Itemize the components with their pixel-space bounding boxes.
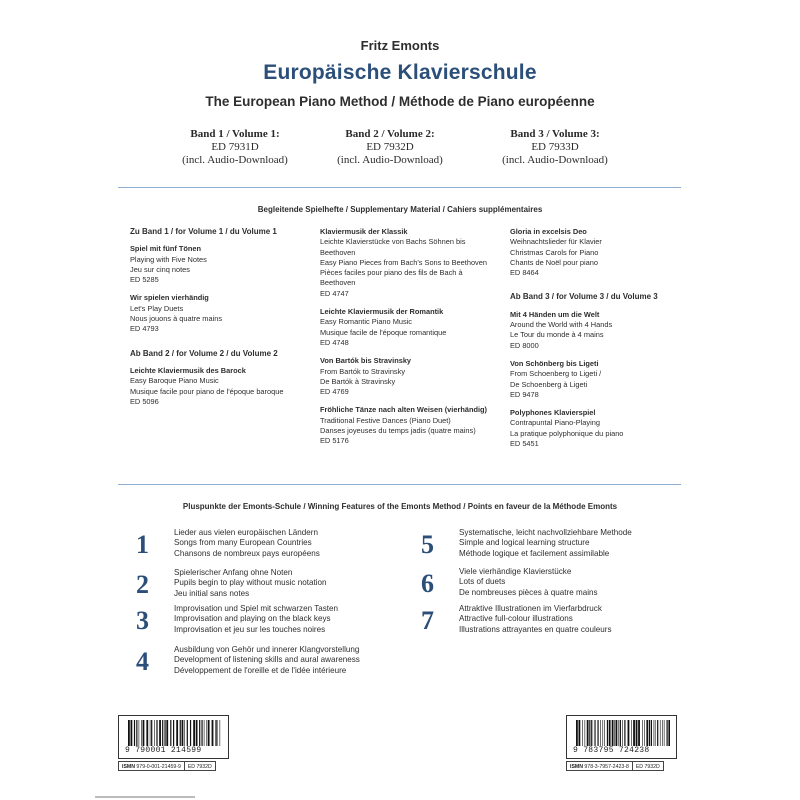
feature-en: Simple and logical learning structure — [459, 538, 590, 548]
barcode-stripe — [579, 720, 581, 746]
item-title: Leichte Klaviermusik des Barock — [130, 365, 246, 375]
list-item — [320, 405, 490, 446]
item-fr: Nous jouons à quatre mains — [130, 314, 223, 324]
author: Fritz Emonts — [360, 38, 440, 53]
barcode-stripe — [150, 720, 151, 746]
feature-number: 2 — [136, 570, 149, 599]
supplementary-header: Begleitende Spielhefte / Supplementary Material / Cahiers supplémentaires — [257, 205, 543, 214]
barcode-stripe — [616, 720, 618, 746]
barcode-stripe — [208, 720, 210, 746]
feature-number: 6 — [421, 569, 434, 598]
feature-en: Improvisation and playing on the black keys — [174, 614, 331, 624]
barcode-stripe — [657, 720, 658, 746]
barcode-stripe — [636, 720, 638, 746]
barcode-stripe — [131, 720, 133, 746]
barcode-stripe — [649, 720, 650, 746]
volume-2 — [310, 128, 470, 167]
item-de: Leichte Klavierstücke von Bachs Söhnen bis Beethoven — [320, 237, 466, 257]
list-item — [320, 307, 490, 348]
barcode-stripe — [128, 720, 130, 746]
item-en: Playing with Five Notes — [130, 254, 207, 264]
item-title: Gloria in excelsis Deo — [510, 227, 587, 236]
volume-label: Band 3 / Volume 3: — [510, 128, 600, 140]
item-en: From Schoenberg to Ligeti / — [510, 369, 602, 379]
ismn-number: 979-0-001-21459-9 — [136, 764, 181, 770]
feature-item — [421, 528, 632, 559]
item-en: Traditional Festive Dances (Piano Duet) — [320, 415, 451, 425]
ismn-label: ISMN — [570, 764, 583, 770]
barcode-stripe — [591, 720, 592, 746]
barcode-stripe — [609, 720, 611, 746]
barcode-stripe — [201, 720, 202, 746]
divider — [118, 187, 681, 188]
barcode-stripe — [644, 720, 645, 746]
barcode-stripe — [667, 720, 668, 746]
edition-code: ED 7932D — [185, 761, 216, 771]
item-fr: De Bartók à Stravinsky — [320, 376, 396, 386]
item-fr: Le Tour du monde à 4 mains — [510, 330, 604, 340]
feature-en: Pupils begin to play without music notation — [174, 578, 327, 588]
feature-number: 4 — [136, 647, 149, 676]
item-code: ED 9478 — [510, 389, 539, 399]
feature-de: Improvisation und Spiel mit schwarzen Tasten — [174, 604, 339, 613]
item-en: Contrapuntal Piano-Playing — [510, 418, 600, 428]
item-code: ED 5096 — [130, 396, 159, 406]
item-fr: De Schoenberg à Ligeti — [510, 379, 588, 389]
feature-fr: Développement de l'oreille et de l'idée intérieure — [174, 665, 347, 675]
barcode-stripe — [595, 720, 596, 746]
item-fr: Pièces faciles pour piano des fils de Bach à Beethoven — [320, 268, 463, 288]
item-code: ED 8464 — [510, 268, 539, 278]
barcode-stripe — [176, 720, 178, 746]
feature-number: 5 — [421, 530, 434, 559]
item-de: Weihnachtslieder für Klavier — [510, 237, 602, 247]
feature-number: 7 — [421, 606, 434, 635]
barcode-stripe — [633, 720, 635, 746]
list-item — [130, 366, 305, 407]
item-fr: Jeu sur cinq notes — [130, 264, 190, 274]
barcode-stripe — [655, 720, 656, 746]
feature-de: Ausbildung von Gehör und innerer Klangvorstellung — [174, 645, 360, 654]
item-title: Leichte Klaviermusik der Romantik — [320, 307, 444, 317]
ismn-label: ISMN — [122, 764, 135, 770]
supplementary-column-1 — [130, 227, 305, 415]
feature-de: Lieder aus vielen europäischen Ländern — [174, 528, 318, 537]
list-item — [320, 356, 490, 397]
barcode-stripe — [134, 720, 135, 746]
feature-number: 3 — [136, 606, 149, 635]
feature-de: Viele vierhändige Klavierstücke — [459, 567, 572, 576]
feature-item — [136, 604, 338, 635]
barcode-stripe — [585, 720, 586, 746]
edition-code: ED 7932D — [633, 761, 664, 771]
volume-3 — [475, 128, 635, 167]
item-en: Easy Baroque Piano Music — [130, 376, 219, 386]
feature-fr: Illustrations attrayantes en quatre couleurs — [459, 624, 612, 634]
barcode-stripe — [159, 720, 161, 746]
list-item — [510, 359, 680, 400]
feature-fr: Jeu initial sans notes — [174, 588, 250, 598]
feature-item — [136, 568, 327, 599]
feature-en: Development of listening skills and aural awareness — [174, 655, 360, 665]
page-subtitle: The European Piano Method / Méthode de Piano européenne — [205, 94, 595, 109]
barcode-stripe — [212, 720, 214, 746]
feature-en: Songs from many European Countries — [174, 538, 312, 548]
barcode-stripe — [184, 720, 185, 746]
item-en: Around the World with 4 Hands — [510, 320, 613, 330]
barcode-stripe — [631, 720, 632, 746]
barcode-stripe — [587, 720, 589, 746]
item-code: ED 4793 — [130, 324, 159, 334]
barcode-stripe — [582, 720, 583, 746]
barcode-stripe — [607, 720, 608, 746]
barcode-stripe — [136, 720, 137, 746]
barcode — [118, 715, 229, 759]
item-fr: Chants de Noël pour piano — [510, 257, 598, 267]
barcode-stripe — [612, 720, 614, 746]
item-en: Let's Play Duets — [130, 303, 184, 313]
barcode-stripe — [594, 720, 595, 746]
item-en: From Bartók to Stravinsky — [320, 366, 406, 376]
ismn-number: 978-3-7957-2423-8 — [584, 764, 629, 770]
barcode-stripe — [173, 720, 174, 746]
barcode-stripe — [660, 720, 661, 746]
feature-fr: Improvisation et jeu sur les touches noires — [174, 624, 326, 634]
item-title: Mit 4 Händen um die Welt — [510, 309, 600, 319]
item-en: Easy Romantic Piano Music — [320, 317, 413, 327]
barcode-stripe — [162, 720, 163, 746]
item-title: Fröhliche Tänze nach alten Weisen (vierhändig) — [320, 405, 488, 415]
feature-item — [136, 645, 360, 676]
barcode-stripe — [576, 720, 578, 746]
list-item — [130, 293, 305, 334]
feature-fr: De nombreuses pièces à quatre mains — [459, 587, 598, 597]
barcode-stripe — [654, 720, 655, 746]
item-fr: Musique facile pour piano de l'époque baroque — [130, 386, 284, 396]
barcode-stripe — [600, 720, 601, 746]
barcode-stripe — [620, 720, 621, 746]
item-en: Christmas Carols for Piano — [510, 247, 599, 257]
barcode-stripe — [157, 720, 158, 746]
item-title: Klaviermusik der Klassik — [320, 227, 408, 236]
feature-item — [136, 528, 320, 559]
barcode-stripe — [190, 720, 191, 746]
feature-fr: Chansons de nombreux pays européens — [174, 548, 320, 558]
barcode-stripe — [139, 720, 140, 746]
list-item — [510, 227, 680, 278]
item-title: Polyphones Klavierspiel — [510, 408, 596, 418]
barcode-stripe — [618, 720, 619, 746]
barcode-stripe — [206, 720, 207, 746]
item-code: ED 4747 — [320, 288, 349, 298]
page-title: Europäische Klavierschule — [263, 61, 537, 84]
feature-en: Attractive full-colour illustrations — [459, 614, 573, 624]
barcode-stripe — [141, 720, 142, 746]
item-code: ED 5451 — [510, 439, 539, 449]
barcode-stripe — [146, 720, 148, 746]
barcode-stripe — [204, 720, 205, 746]
section-heading: Ab Band 2 / for Volume 2 / du Volume 2 — [130, 348, 278, 358]
barcode-stripe — [614, 720, 615, 746]
volume-note: (incl. Audio-Download) — [502, 154, 608, 166]
barcode-digits: 9 783795 724238 — [573, 746, 650, 755]
ismn-row — [118, 761, 216, 771]
barcode-stripe — [199, 720, 200, 746]
list-item — [130, 244, 305, 285]
feature-item — [421, 567, 598, 598]
barcode-stripe — [622, 720, 623, 746]
feature-fr: Méthode logique et facilement assimilable — [459, 548, 610, 558]
volume-code: ED 7933D — [531, 141, 579, 153]
item-en: Easy Piano Pieces from Bach's Sons to Beethoven — [320, 257, 487, 267]
item-code: ED 5176 — [320, 436, 349, 446]
item-code: ED 4769 — [320, 387, 349, 397]
barcode-stripe — [170, 720, 171, 746]
divider — [118, 484, 681, 485]
volume-note: (incl. Audio-Download) — [182, 154, 288, 166]
barcode-stripe — [664, 720, 665, 746]
barcode-stripe — [180, 720, 181, 746]
barcode-bars — [575, 720, 670, 746]
volume-code: ED 7931D — [211, 141, 259, 153]
item-fr: Danses joyeuses du temps jadis (quatre mains) — [320, 426, 476, 436]
feature-de: Systematische, leicht nachvollziehbare Methode — [459, 528, 632, 537]
barcode — [566, 715, 677, 759]
section-heading: Ab Band 3 / for Volume 3 / du Volume 3 — [510, 292, 658, 302]
barcode-stripe — [624, 720, 625, 746]
section-heading: Zu Band 1 / for Volume 1 / du Volume 1 — [130, 227, 277, 236]
item-title: Von Bartók bis Stravinsky — [320, 356, 412, 366]
barcode-stripe — [597, 720, 598, 746]
list-item — [320, 227, 490, 299]
item-code: ED 4748 — [320, 337, 349, 347]
feature-number: 1 — [136, 530, 149, 559]
barcode-stripe — [164, 720, 165, 746]
item-title: Spiel mit fünf Tönen — [130, 244, 202, 254]
item-fr: Musique facile de l'époque romantique — [320, 327, 447, 337]
barcode-stripe — [215, 720, 216, 746]
barcode-stripe — [638, 720, 640, 746]
barcode-stripe — [589, 720, 590, 746]
supplementary-column-2 — [320, 227, 490, 455]
item-code: ED 8000 — [510, 340, 539, 350]
barcode-stripe — [151, 720, 152, 746]
barcode-stripe — [143, 720, 145, 746]
item-code: ED 5285 — [130, 275, 159, 285]
barcode-stripe — [642, 720, 643, 746]
feature-item — [421, 604, 612, 635]
barcode-digits: 9 790001 214599 — [125, 746, 202, 755]
barcode-stripe — [216, 720, 217, 746]
edge-mark — [95, 796, 195, 798]
barcode-stripe — [220, 720, 221, 746]
barcode-bars — [127, 720, 222, 746]
item-title: Wir spielen vierhändig — [130, 293, 209, 303]
supplementary-column-3 — [510, 227, 680, 457]
barcode-stripe — [156, 720, 157, 746]
barcode-stripe — [628, 720, 630, 746]
feature-en: Lots of duets — [459, 577, 506, 587]
item-fr: La pratique polyphonique du piano — [510, 428, 624, 438]
ismn-row — [566, 761, 664, 771]
features-header: Pluspunkte der Emonts-Schule / Winning Features of the Emonts Method / Points en faveur de la Méthode Emonts — [182, 502, 618, 511]
volume-label: Band 1 / Volume 1: — [190, 128, 280, 140]
list-item — [510, 310, 680, 351]
list-item — [510, 408, 680, 449]
barcode-stripe — [651, 720, 652, 746]
barcode-stripe — [166, 720, 168, 746]
barcode-stripe — [182, 720, 184, 746]
volume-note: (incl. Audio-Download) — [337, 154, 443, 166]
barcode-stripe — [668, 720, 670, 746]
barcode-stripe — [196, 720, 198, 746]
volume-1 — [155, 128, 315, 167]
barcode-stripe — [154, 720, 155, 746]
barcode-stripe — [193, 720, 195, 746]
volume-label: Band 2 / Volume 2: — [345, 128, 435, 140]
volume-code: ED 7932D — [366, 141, 414, 153]
feature-de: Spielerischer Anfang ohne Noten — [174, 568, 293, 577]
barcode-stripe — [602, 720, 603, 746]
barcode-stripe — [604, 720, 605, 746]
barcode-stripe — [646, 720, 648, 746]
barcode-stripe — [662, 720, 663, 746]
item-title: Von Schönberg bis Ligeti — [510, 358, 599, 368]
barcode-stripe — [187, 720, 188, 746]
feature-de: Attraktive Illustrationen im Vierfarbdruck — [459, 604, 602, 613]
